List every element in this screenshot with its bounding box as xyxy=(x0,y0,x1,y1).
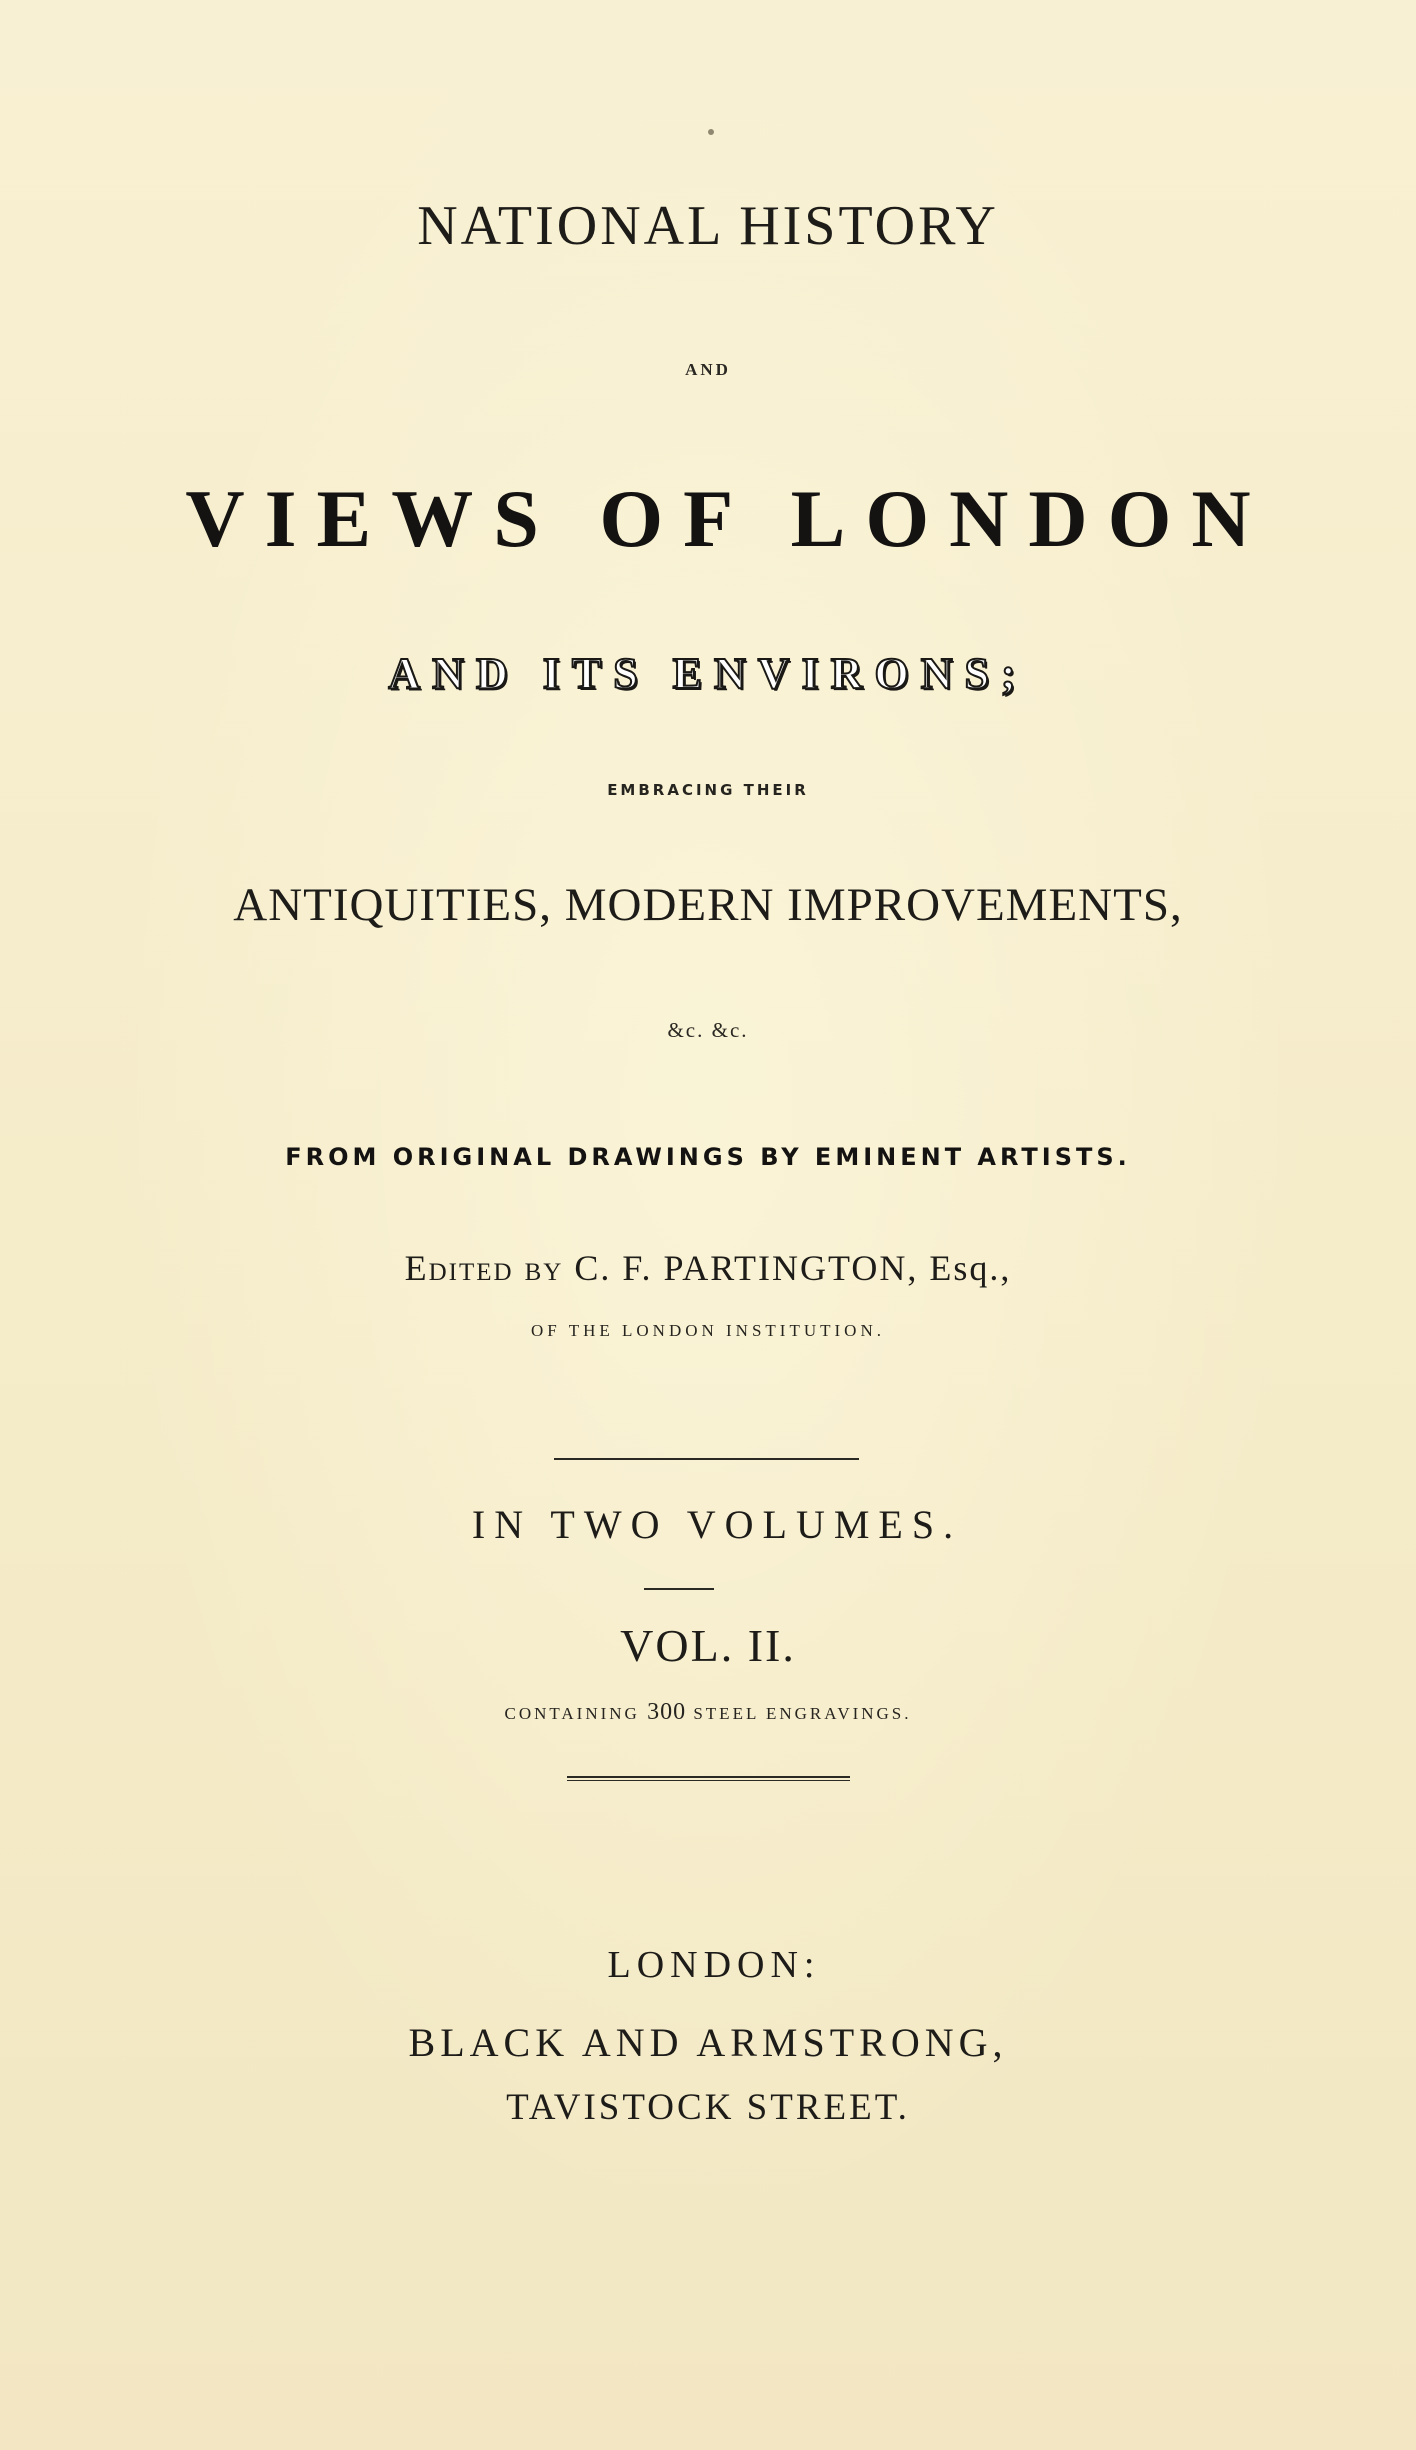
subtitle-embracing-their: EMBRACING THEIR xyxy=(607,781,809,799)
subtitle-etc: &c. &c. xyxy=(667,1018,749,1042)
editor-name: C. F. PARTINGTON, Esq., xyxy=(574,1248,1012,1288)
editor-prefix: Edited by xyxy=(404,1248,564,1288)
subtitle-from-original-drawings: FROM ORIGINAL DRAWINGS BY EMINENT ARTISTS. xyxy=(285,1143,1131,1171)
imprint-street: TAVISTOCK STREET. xyxy=(506,2087,910,2128)
divider-rule xyxy=(554,1458,859,1460)
main-title-views-of-london: VIEWS OF LONDON xyxy=(185,473,1271,564)
subtitle-antiquities: ANTIQUITIES, MODERN IMPROVEMENTS, xyxy=(233,879,1183,931)
editor-line xyxy=(0,1250,1416,1286)
divider-rule-short xyxy=(644,1588,714,1590)
title-line-and: AND xyxy=(685,360,731,379)
double-rule-bottom xyxy=(567,1780,850,1781)
engravings-note-before: CONTAINING xyxy=(504,1704,640,1723)
double-rule-top xyxy=(567,1776,850,1778)
engravings-note-after: STEEL ENGRAVINGS. xyxy=(693,1704,912,1723)
ink-speck xyxy=(708,129,714,135)
imprint-city: LONDON: xyxy=(607,1944,821,1986)
imprint-publisher: BLACK AND ARMSTRONG, xyxy=(408,2020,1008,2065)
subtitle-and-its-environs: AND ITS ENVIRONS; xyxy=(388,649,1028,698)
volumes-count: IN TWO VOLUMES. xyxy=(471,1502,963,1547)
engravings-note xyxy=(0,1700,1416,1724)
editor-institution: OF THE LONDON INSTITUTION. xyxy=(531,1321,885,1340)
engravings-count: 300 xyxy=(647,1699,687,1725)
title-line-national-history: NATIONAL HISTORY xyxy=(417,195,999,257)
volume-number: VOL. II. xyxy=(620,1620,796,1671)
